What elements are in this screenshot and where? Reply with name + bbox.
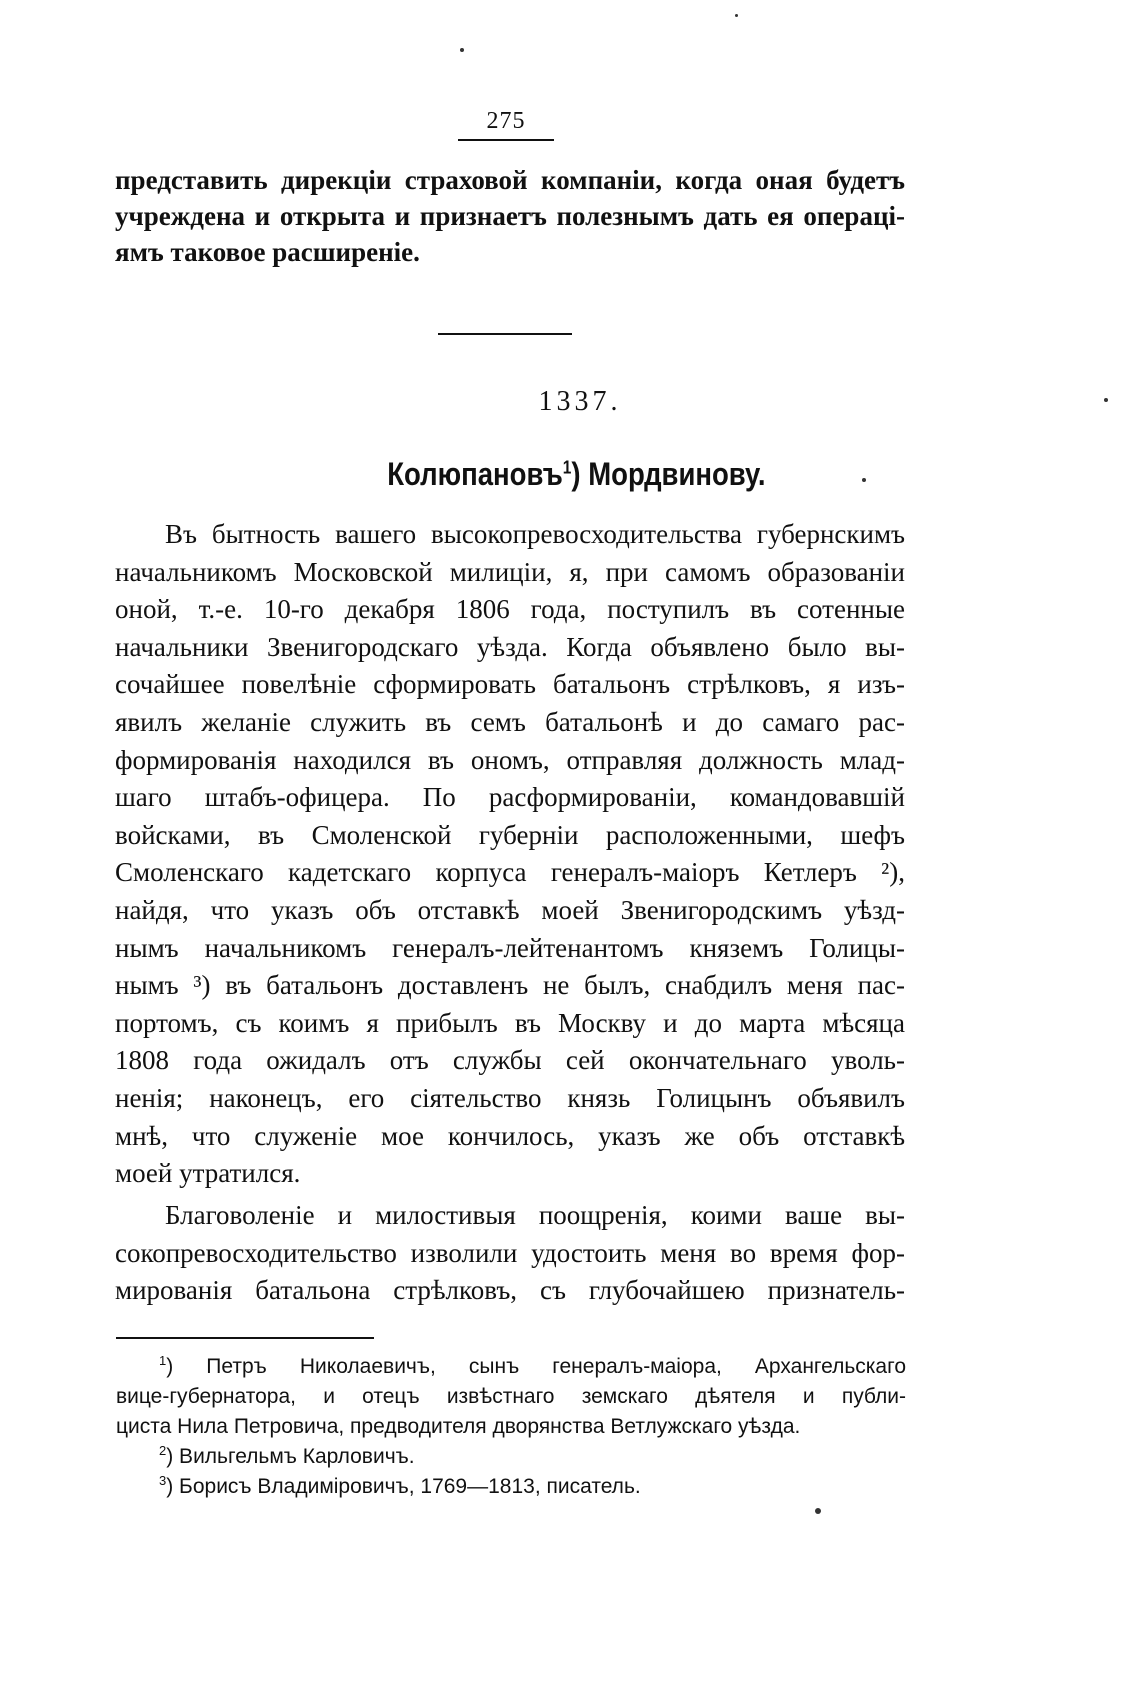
paragraph-line: мированія батальона стрѣлковъ, съ глубочайшею признатель- [115,1275,905,1306]
footnote-mark: 3 [159,1473,167,1488]
paragraph-line: Смоленскаго кадетскаго корпуса генералъ-маіоръ Кетлеръ ²), [115,857,905,888]
section-separator [438,333,572,335]
scan-speck [862,478,866,482]
footnotes [116,1352,906,1502]
paragraph-line: моей утратился. [115,1158,301,1189]
footnote-2-line: $^2$) Вильгельмъ Карловичъ. [159,1443,415,1468]
footnote-mark: 2 [159,1443,167,1458]
title-author: Колюпановъ [387,456,563,492]
paragraph-line: Въ бытность вашего высокопревосходительства губернскимъ [165,519,905,549]
paragraph-line: войсками, въ Смоленской губерніи расположенными, шефъ [115,819,905,850]
paragraph-line: начальники Звенигородскаго уѣзда. Когда объявлено было вы- [115,631,905,662]
paragraph-line: 1808 года ожидалъ отъ службы сей окончательнаго уволь- [115,1045,905,1076]
continuation-line-1: представить дирекціи страховой компаніи, когда оная будетъ [115,165,905,195]
paragraph-line: сокопревосходительство изволили удостоить меня во время фор- [115,1237,905,1268]
footnote-3-line: $^3$) Борисъ Владиміровичъ, 1769—1813, писатель. [159,1473,641,1498]
title-note-ref: 1 [562,457,572,478]
paragraph-2 [115,1197,905,1310]
continuation-line-3: ямъ таковое расширеніе. [115,237,420,267]
footnote-1-line: вице-губернатора, и отецъ извѣстнаго земскаго дѣятеля и публи- [116,1385,906,1408]
paragraph-line: Благоволеніе и милостивыя поощренія, коими ваше вы- [165,1200,905,1230]
paragraph-line: нымъ начальникомъ генералъ-лейтенантомъ княземъ Голицы- [115,932,905,963]
scan-speck [735,14,738,17]
footnote-rule [116,1337,374,1339]
continuation-line-2: учреждена и открыта и признаетъ полезнымъ дать ея операці- [115,201,905,231]
page-number: 275 [458,108,554,141]
paragraph-line: мнѣ, что служеніе мое кончилось, указъ же объ отставкѣ [115,1120,905,1151]
paragraph-line: нымъ ³) въ батальонъ доставленъ не былъ, снабдилъ меня пас- [115,970,905,1001]
scan-speck [1104,398,1108,402]
footnote-1-line: циста Нила Петровича, предводителя дворянства Ветлужскаго уѣзда. [116,1415,801,1438]
footnote-mark: 1 [159,1353,167,1368]
paragraph-line: формированія находился въ ономъ, отправляя должность млад- [115,744,905,775]
document-title [82,456,1062,493]
paragraph-line: начальникомъ Московской милиціи, я, при самомъ образованіи [115,556,905,587]
paragraph-line: явилъ желаніе служить въ семъ батальонѣ и до самаго рас- [115,706,905,737]
scan-speck [815,1508,821,1514]
paragraph-line: ненія; наконецъ, его сіятельство князь Голицынъ объявилъ [115,1082,905,1113]
paragraph-line: найдя, что указъ объ отставкѣ моей Звенигородскимъ уѣзд- [115,894,905,925]
paragraph-line: оной, т.-е. 10-го декабря 1806 года, поступилъ въ сотенные [115,594,905,625]
paragraph-1 [115,516,905,1193]
document-number: 1337. [538,386,622,417]
paragraph-line: шаго штабъ-офицера. По расформированіи, командовавшій [115,782,905,813]
scan-speck [460,48,464,52]
paragraph-line: сочайшее повелѣніе сформировать батальонъ стрѣлковъ, я изъ- [115,669,905,700]
paragraph-line: портомъ, съ коимъ я прибылъ въ Москву и до марта мѣсяца [115,1007,905,1038]
title-addressee: ) Мордвинову. [571,456,766,492]
footnote-1-line: $^1$) Петръ Николаевичъ, сынъ генералъ-маіора, Архангельскаго [159,1353,906,1378]
